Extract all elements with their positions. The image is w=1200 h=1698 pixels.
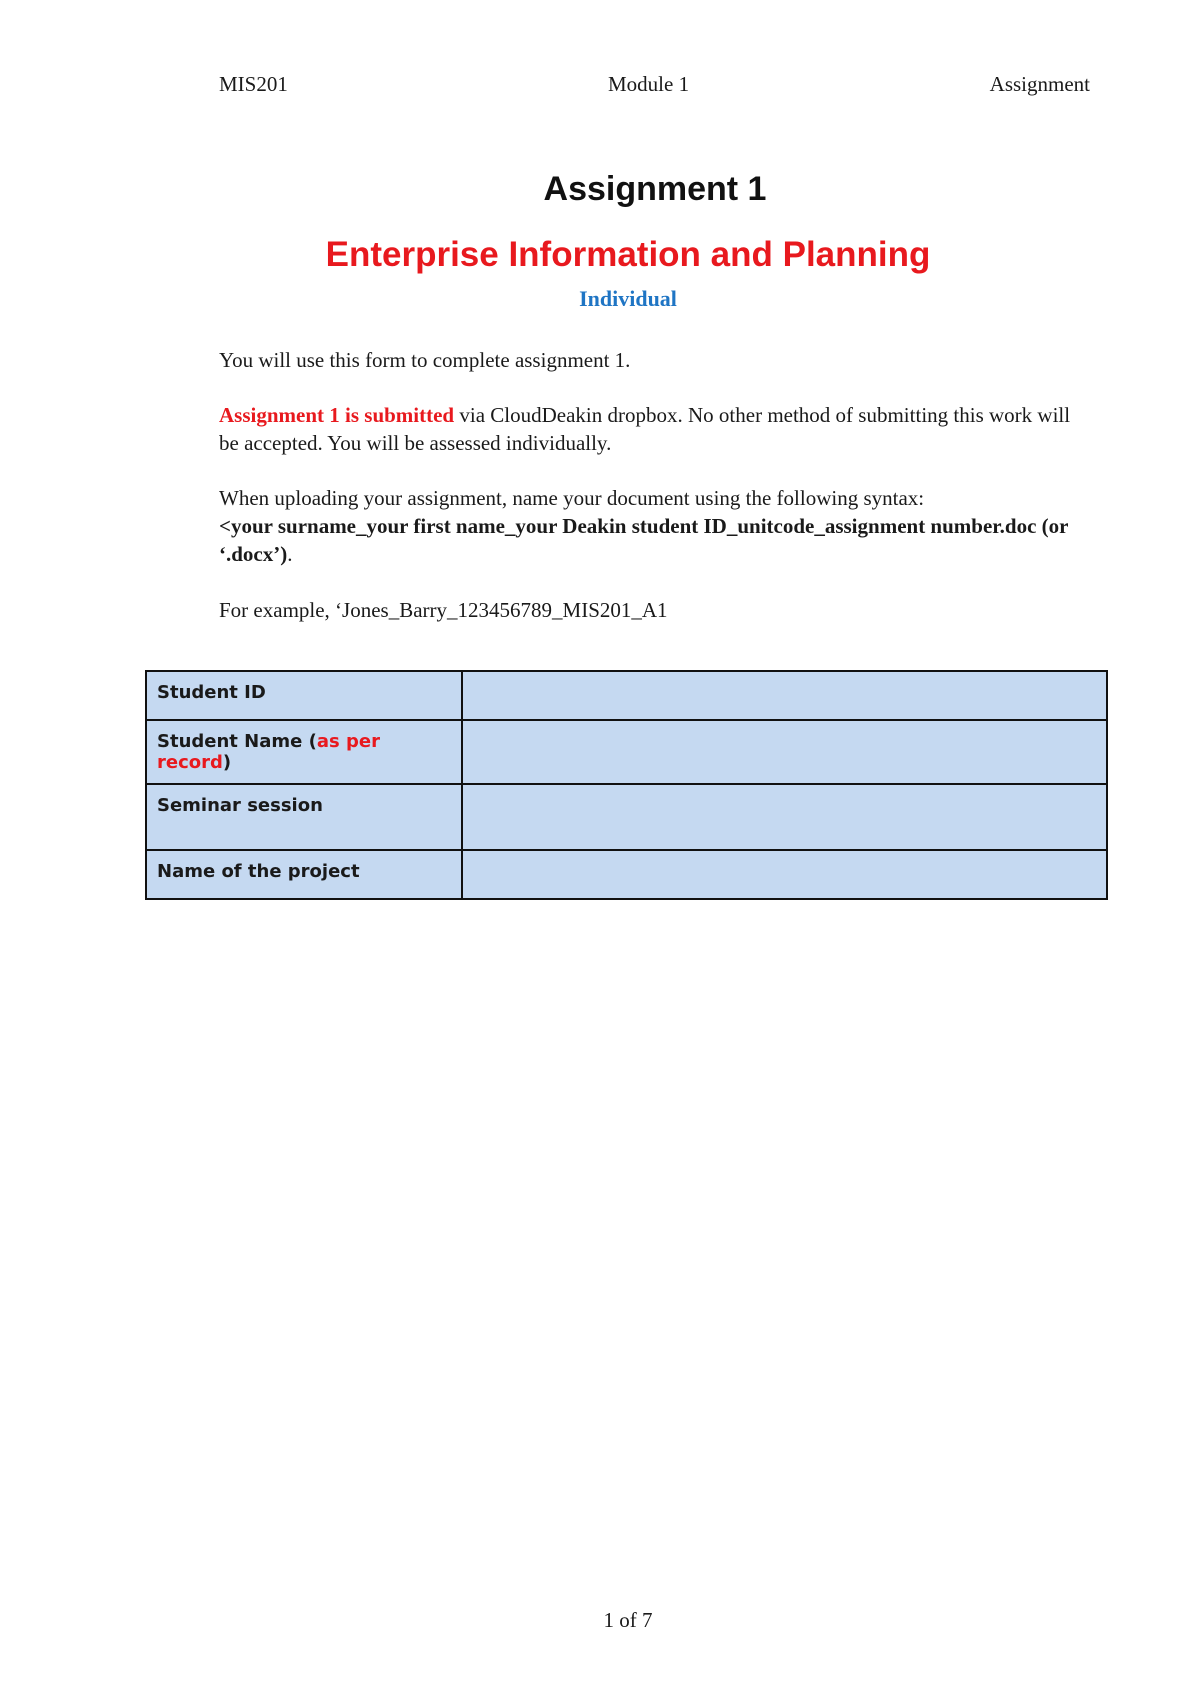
student-id-label: Student ID: [146, 671, 462, 720]
table-row: [146, 671, 1107, 720]
seminar-session-field[interactable]: [462, 784, 1107, 850]
student-info-table: [145, 670, 1108, 900]
student-id-field[interactable]: [462, 671, 1107, 720]
student-name-field[interactable]: [462, 720, 1107, 784]
intro-paragraph: You will use this form to complete assignment 1.: [219, 348, 631, 372]
student-name-note: as per record: [157, 731, 380, 773]
example-paragraph: For example, ‘Jones_Barry_123456789_MIS201_A1: [219, 598, 668, 622]
naming-end: .: [287, 542, 293, 566]
header-doc-type: Assignment: [989, 72, 1090, 96]
submission-text: via CloudDeakin dropbox. No other method of submitting this work will be accepted. You will be assessed individually.: [219, 403, 1071, 455]
table-row: [146, 850, 1107, 899]
header-module: Module 1: [608, 72, 690, 96]
table-row: [146, 784, 1107, 850]
naming-intro: When uploading your assignment, name your document using the following syntax:: [219, 486, 925, 510]
header-course-code: MIS201: [219, 72, 288, 96]
project-name-label: Name of the project: [146, 850, 462, 899]
submission-paragraph: [219, 401, 1089, 457]
page-header: [219, 72, 1090, 102]
naming-paragraph: [219, 484, 1089, 568]
assignment-type-label: Individual: [579, 286, 677, 311]
student-name-text: Student Name (: [157, 731, 317, 752]
document-title: Assignment 1: [543, 170, 767, 208]
submission-highlight: Assignment 1 is submitted: [219, 403, 455, 427]
project-name-field[interactable]: [462, 850, 1107, 899]
naming-syntax: <your surname_your first name_your Deakin student ID_unitcode_assignment number.doc (or ‘.docx’): [219, 514, 1069, 566]
page-number: 1 of 7: [603, 1608, 653, 1632]
table-row: [146, 720, 1107, 784]
student-name-label: [146, 720, 462, 784]
seminar-session-label: Seminar session: [146, 784, 462, 850]
student-name-close: ): [222, 752, 232, 773]
document-subtitle: Enterprise Information and Planning: [325, 235, 931, 274]
